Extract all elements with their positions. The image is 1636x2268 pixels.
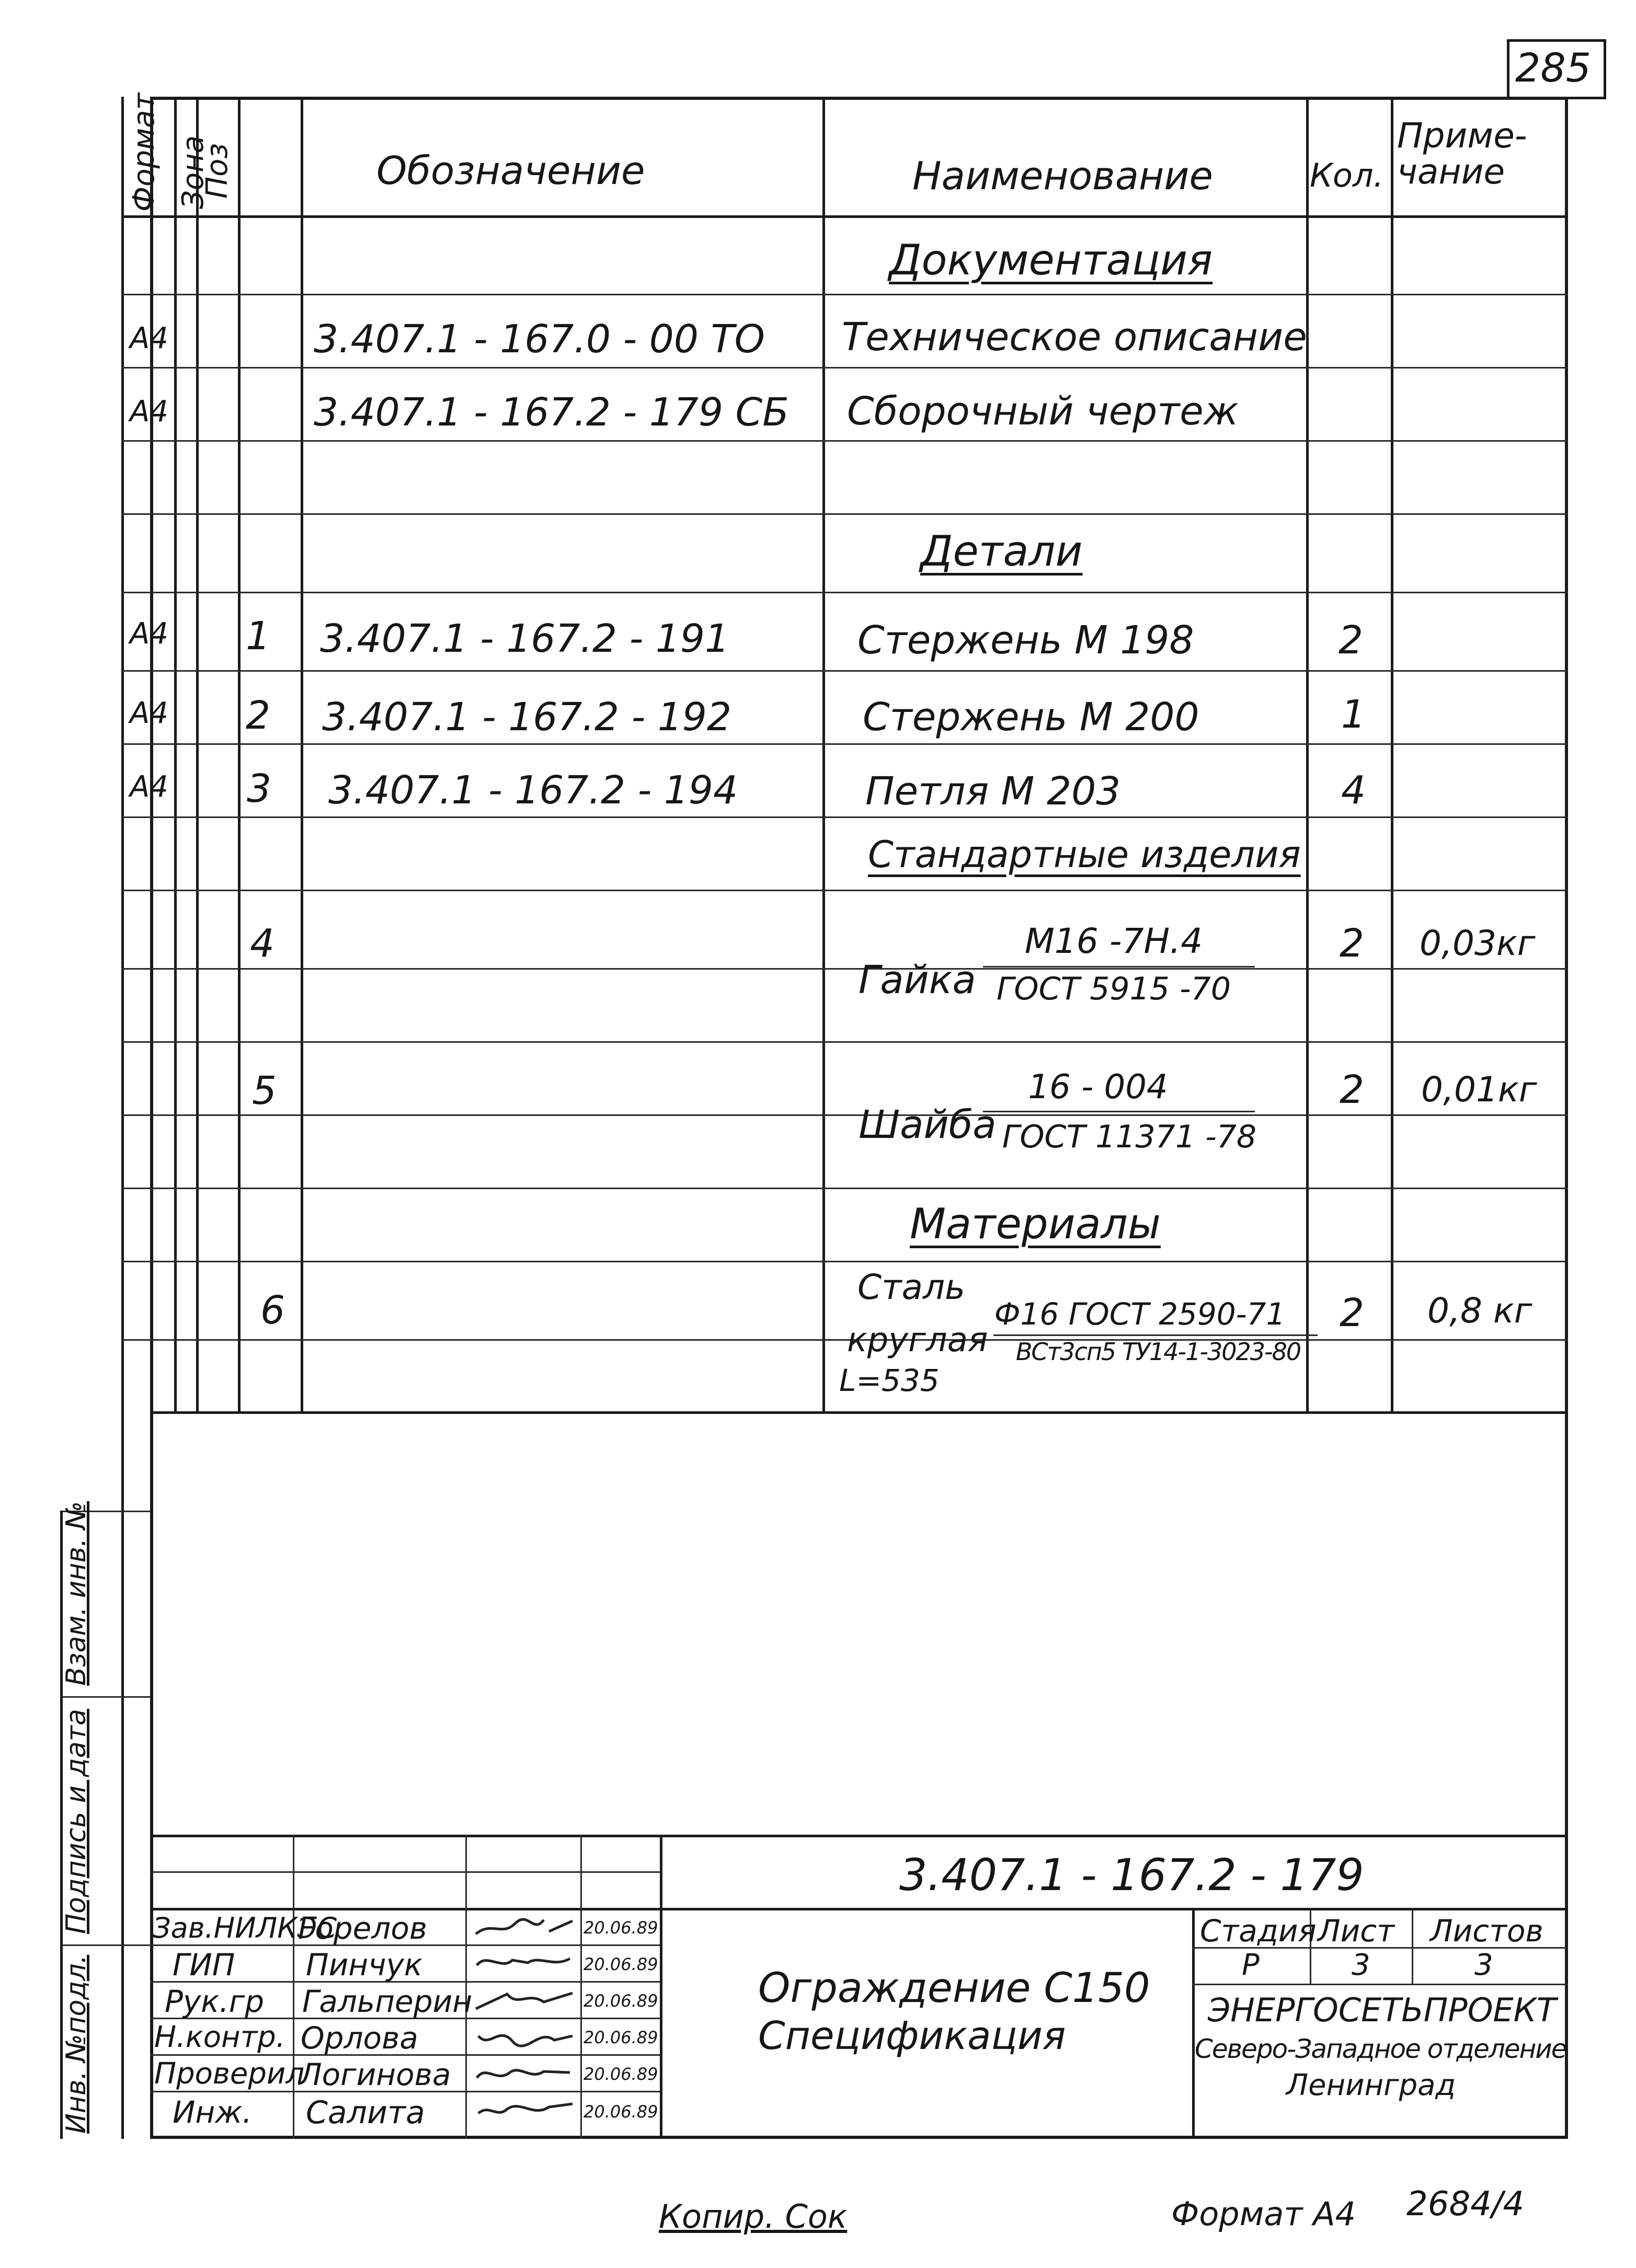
material-pos: 6 (260, 1288, 285, 1333)
row-format: А4 (130, 696, 168, 730)
std-pos: 5 (252, 1068, 277, 1113)
staff-role: Проверил (154, 2057, 305, 2091)
signature (471, 2093, 578, 2125)
staff-role: Инж. (173, 2094, 252, 2130)
material-name-line2: круглая (847, 1321, 988, 1360)
row-qty: 2 (1338, 618, 1364, 663)
title-col-line (660, 1835, 662, 2139)
stage-value: Р (1242, 1948, 1260, 1982)
footer-format: Формат А4 (1171, 2195, 1356, 2233)
org-line3: Ленинград (1286, 2068, 1456, 2102)
row-line (121, 440, 1568, 442)
header-zone: Зона (176, 135, 210, 209)
row-name: Стержень М 200 (863, 695, 1199, 740)
side-inv-orig: Инв. №подл. (61, 1954, 92, 2134)
row-line (121, 816, 1568, 818)
stage-grid-line (1412, 1908, 1413, 1984)
sheets-value: 3 (1474, 1948, 1493, 1982)
std-fraction-top: 16 - 004 (1028, 1068, 1168, 1107)
row-format: А4 (130, 321, 168, 355)
row-line (121, 1041, 1568, 1043)
std-name: Гайка (859, 958, 976, 1003)
sheets-label: Листов (1430, 1913, 1543, 1949)
header-note: Приме- чание (1397, 116, 1527, 192)
signature (471, 2057, 578, 2088)
row-designation: 3.407.1 - 167.0 - 00 ТО (314, 317, 765, 362)
material-fraction-bar (993, 1334, 1318, 1336)
std-fraction-bar (983, 966, 1255, 968)
row-name: Сборочный чертеж (847, 389, 1239, 434)
row-line (121, 367, 1568, 369)
staff-name: Салита (306, 2094, 425, 2131)
row-format: А4 (130, 770, 168, 804)
stage-grid-line (1192, 1984, 1568, 1985)
side-stamp-line (60, 1696, 150, 1698)
std-note: 0,01кг (1421, 1069, 1537, 1110)
title-line1: Ограждение С150 (758, 1965, 1150, 2012)
title-block-top (150, 1835, 1568, 1837)
staff-date: 20.06.89 (584, 1991, 658, 2011)
std-fraction-bottom: ГОСТ 11371 -78 (1002, 1119, 1257, 1155)
std-note: 0,03кг (1420, 923, 1536, 963)
staff-name: Логинова (299, 2057, 451, 2092)
std-name: Шайба (859, 1102, 997, 1147)
staff-name: Гальперин (302, 1984, 473, 2019)
header-format: Формат (127, 93, 161, 212)
std-pos: 4 (250, 921, 275, 966)
row-designation: 3.407.1 - 167.2 - 192 (322, 695, 732, 740)
signature (471, 1984, 578, 2015)
row-line (121, 670, 1568, 672)
row-line (121, 1114, 1568, 1116)
row-designation: 3.407.1 - 167.2 - 179 СБ (314, 390, 789, 435)
sheet-number: 285 (1515, 44, 1592, 91)
row-pos: 2 (246, 693, 271, 738)
signature (471, 2020, 578, 2052)
org-line1: ЭНЕРГОСЕТЬПРОЕКТ (1208, 1991, 1557, 2029)
section-parts: Детали (920, 527, 1083, 575)
row-name: Техническое описание (842, 315, 1307, 360)
title-line2: Спецификация (758, 2013, 1066, 2058)
side-replace-inv: Взам. инв. № (61, 1501, 92, 1686)
row-line (121, 890, 1568, 891)
std-qty: 2 (1340, 1067, 1365, 1112)
row-pos: 3 (247, 766, 272, 811)
header-name: Наименование (912, 154, 1214, 199)
material-note: 0,8 кг (1427, 1291, 1532, 1331)
title-col-line (293, 1835, 294, 2139)
row-qty: 4 (1341, 768, 1366, 813)
row-line (121, 968, 1568, 970)
staff-date: 20.06.89 (584, 1954, 658, 1974)
title-col-line (1192, 1908, 1195, 2139)
row-line (121, 294, 1568, 295)
section-materials: Материалы (910, 1200, 1161, 1248)
side-stamp-line (60, 1944, 150, 1946)
std-fraction-top: М16 -7Н.4 (1024, 921, 1203, 961)
row-format: А4 (130, 617, 168, 651)
section-standard: Стандартные изделия (868, 833, 1301, 876)
signature (471, 1947, 578, 1978)
row-line (121, 513, 1568, 515)
material-name-line1: Сталь (857, 1267, 966, 1307)
document-code: 3.407.1 - 167.2 - 179 (899, 1849, 1364, 1901)
section-documentation: Документация (889, 236, 1213, 284)
title-col-line (580, 1835, 582, 2139)
std-fraction-bottom: ГОСТ 5915 -70 (996, 971, 1231, 1007)
signature (471, 1910, 578, 1942)
footer-copied: Копир. Сок (659, 2197, 848, 2236)
table-bottom-line (150, 1411, 1568, 1414)
side-sign-date: Подпись и дата (61, 1709, 92, 1934)
staff-date: 20.06.89 (584, 2102, 658, 2122)
material-qty: 2 (1340, 1291, 1365, 1336)
std-fraction-bar (983, 1111, 1255, 1112)
row-line (121, 1188, 1568, 1189)
staff-role: Рук.гр (165, 1984, 265, 2019)
header-designation: Обозначение (376, 148, 645, 193)
row-pos: 1 (246, 614, 271, 659)
staff-role: ГИП (173, 1947, 235, 1983)
stage-label: Стадия (1200, 1913, 1317, 1949)
row-name: Петля М 203 (865, 769, 1121, 814)
sheet-value: 3 (1352, 1948, 1370, 1982)
title-row-line (150, 1871, 660, 1873)
row-line (121, 1261, 1568, 1262)
staff-name: Пинчук (306, 1947, 422, 1983)
footer-number: 2684/4 (1406, 2185, 1525, 2224)
staff-name: Горелов (298, 1910, 428, 1946)
row-line (121, 743, 1568, 745)
row-qty: 1 (1341, 692, 1366, 737)
material-fraction-bottom: ВСт3сп5 ТУ14-1-3023-80 (1015, 1338, 1301, 1366)
row-designation: 3.407.1 - 167.2 - 194 (328, 768, 738, 813)
staff-date: 20.06.89 (584, 2064, 658, 2084)
header-bottom-line (121, 215, 1568, 218)
material-fraction-top: Ф16 ГОСТ 2590-71 (994, 1296, 1286, 1332)
header-qty: Кол. (1310, 156, 1384, 194)
staff-role: Зав.НИЛКЭС (153, 1912, 337, 1944)
staff-date: 20.06.89 (584, 2028, 658, 2047)
row-designation: 3.407.1 - 167.2 - 191 (320, 616, 730, 661)
header-pos: Поз (200, 143, 234, 199)
frame-left-inner (121, 97, 124, 2139)
std-qty: 2 (1340, 921, 1365, 966)
material-name-line3: L=535 (839, 1363, 940, 1398)
org-line2: Северо-Западное отделение (1195, 2034, 1566, 2064)
staff-role: Н.контр. (154, 2020, 285, 2054)
row-line (121, 1339, 1568, 1341)
staff-name: Орлова (301, 2020, 418, 2056)
staff-date: 20.06.89 (584, 1918, 658, 1938)
row-name: Стержень М 198 (857, 618, 1194, 663)
sheet-label: Лист (1318, 1913, 1394, 1949)
row-line (121, 592, 1568, 593)
row-format: А4 (130, 395, 168, 429)
